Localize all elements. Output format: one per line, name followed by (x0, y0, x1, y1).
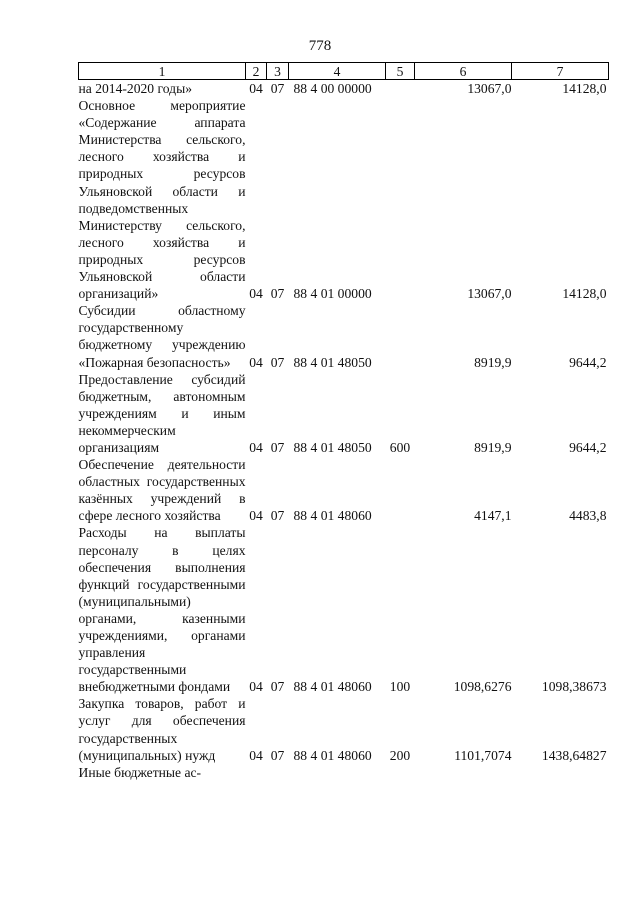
row-amount-2: 9644,2 (569, 439, 607, 455)
page-number: 778 (308, 38, 332, 54)
row-amount-1: 13067,0 (467, 81, 512, 96)
row-kind (386, 456, 415, 524)
row-name: Субсидии областному государственному бюджетному учреждению «Пожарная безопасность» (78, 303, 246, 370)
row-section: 04 (249, 747, 263, 763)
row-section: 04 (249, 354, 263, 370)
row-code: 88 4 00 00000 (293, 81, 372, 96)
row-code: 88 4 01 48060 (293, 508, 372, 524)
row-amount-1: 8919,9 (474, 354, 512, 370)
row-amount-1: 1098,6276 (453, 679, 512, 695)
row-kind (386, 764, 415, 781)
row-code: 88 4 01 48050 (293, 439, 372, 455)
row-code: 88 4 01 48050 (293, 354, 372, 370)
table-row (79, 302, 609, 370)
row-subsection: 07 (270, 679, 285, 695)
row-subsection: 07 (270, 747, 285, 763)
table-header-row (79, 63, 609, 80)
row-section: 04 (249, 286, 263, 302)
row-name: Закупка товаров, работ и услуг для обеспечения государственных (муниципальных) нужд (78, 696, 246, 763)
row-amount-1: 1101,7074 (454, 747, 512, 763)
table-row (79, 80, 609, 98)
row-name: Предоставление субсидий бюджетным, автономным учреждениям и иным некоммерческим организациям (78, 371, 246, 455)
col-header-5: 5 (386, 63, 415, 80)
table-row (79, 524, 609, 695)
table-row (79, 456, 609, 524)
row-code (289, 764, 386, 781)
col-header-7: 7 (512, 63, 609, 80)
row-section: 04 (249, 81, 263, 96)
row-kind: 600 (389, 439, 411, 455)
row-name: Иные бюджетные ас- (78, 764, 202, 780)
budget-table (78, 62, 609, 781)
row-amount-1: 8919,9 (474, 439, 512, 455)
table-row (79, 371, 609, 456)
row-kind: 200 (389, 747, 411, 763)
row-amount-2: 14128,0 (562, 81, 607, 96)
row-kind (386, 97, 415, 302)
row-subsection: 07 (270, 354, 285, 370)
row-section (246, 764, 267, 781)
row-kind (386, 80, 415, 98)
col-header-2: 2 (246, 63, 267, 80)
row-subsection: 07 (270, 81, 285, 96)
row-subsection (267, 764, 289, 781)
row-subsection: 07 (270, 508, 285, 524)
row-name: на 2014-2020 годы» (78, 81, 192, 96)
row-amount-2: 14128,0 (562, 286, 607, 302)
row-amount-2: 1098,38673 (541, 679, 607, 695)
table-row (79, 764, 609, 781)
col-header-4: 4 (289, 63, 386, 80)
row-code: 88 4 01 48060 (293, 747, 372, 763)
row-section: 04 (249, 679, 263, 695)
row-amount-2: 4483,8 (569, 508, 607, 524)
table-row (79, 97, 609, 302)
row-amount-2: 9644,2 (569, 354, 607, 370)
row-kind (386, 302, 415, 370)
row-code: 88 4 01 48060 (293, 679, 372, 695)
row-amount-1: 4147,1 (474, 508, 512, 524)
row-amount-2: 1438,64827 (541, 747, 607, 763)
row-subsection: 07 (270, 286, 285, 302)
row-name: Основное мероприятие «Содержание аппарата Министерства сельского, лесного хозяйства и природных ресурсов Ульяновской области и подведомственных Министерству сельского, лесного хозяйства и природных ресурсов Ульяновской области организаций» (78, 98, 246, 302)
row-name: Расходы на выплаты персоналу в целях обеспечения выполнения функций государственными (муниципальными) органами, казенными учреждениями, органами управления государственными внебюджетными фондами (78, 525, 246, 695)
col-header-3: 3 (267, 63, 289, 80)
row-name: Обеспечение деятельности областных государственных казённых учреждений в сфере лесного хозяйства (78, 457, 246, 524)
row-amount-1: 13067,0 (467, 286, 512, 302)
row-section: 04 (249, 439, 263, 455)
row-amount-2 (512, 764, 609, 781)
row-kind: 100 (389, 679, 411, 695)
col-header-6: 6 (415, 63, 512, 80)
col-header-1: 1 (79, 63, 246, 80)
row-section: 04 (249, 508, 263, 524)
row-code: 88 4 01 00000 (293, 286, 372, 302)
table-row (79, 695, 609, 763)
row-subsection: 07 (270, 439, 285, 455)
row-amount-1 (415, 764, 512, 781)
